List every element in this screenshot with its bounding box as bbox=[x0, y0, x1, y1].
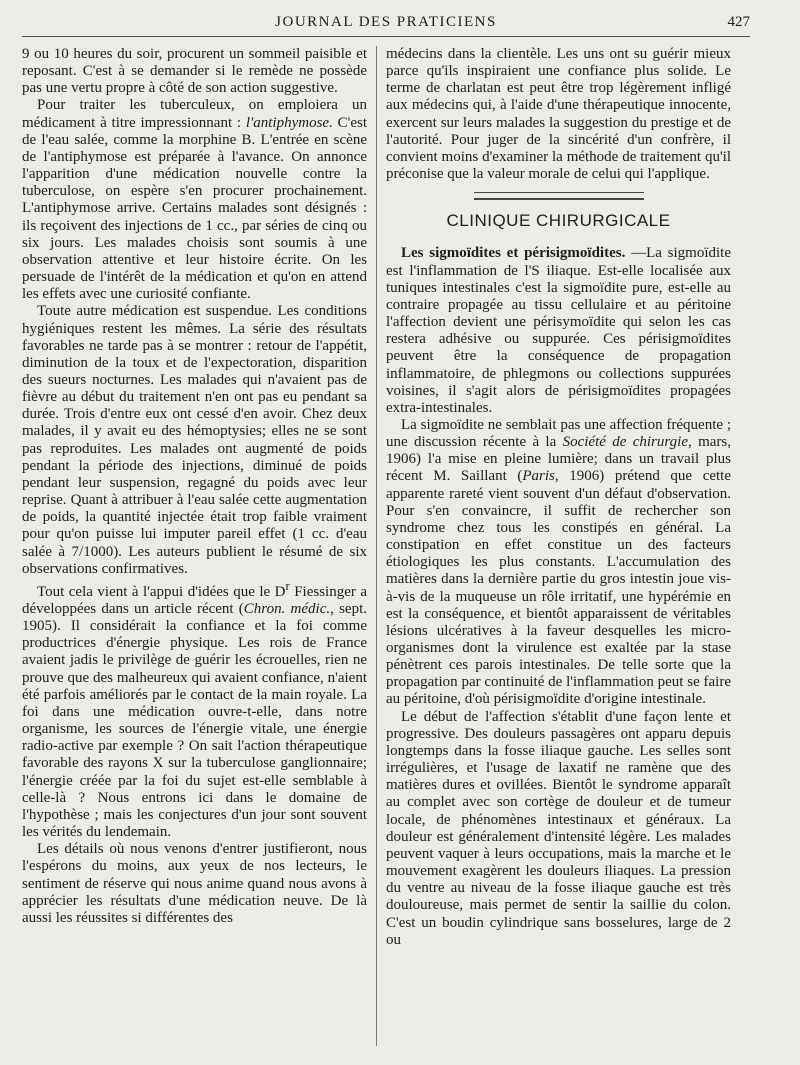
paragraph: Toute autre médication est suspendue. Les conditions hygiéniques restent les mêmes. La série des résultats favorables ne tarde pas à se montrer : retour de l'appétit, diminution de la toux et de l'expectoration, disparition des sueurs nocturnes. Les malades qui n'avaient pas de fièvre au début du traitement n'en ont pas eu pendant sa durée. Trois d'entre eux ont cessé d'en avoir. Chez deux malades, il y avait eu des hémoptysies; elles ne se sont pas reproduites. Les malades ont augmenté de poids pendant la période des injections, diminué de poids pendant leur suspension, regagné du poids avec leur reprise. Quant à attribuer à l'eau salée cette augmentation de poids, la quantité injectée était trop faible vraiment pour qu'on puisse lui imputer pareil effet (1 cc. d'eau salée à 7/1000). Les auteurs publient le résumé de six observations confirmatives. bbox=[22, 303, 367, 577]
left-column bbox=[22, 46, 367, 927]
paragraph-text: , 1906) prétend que cette apparente rareté vient souvent d'un défaut d'observation. Pour s'en convaincre, il suffit de rechercher son syndrome chez tous les constipés en général. La constipation en effet constitue un des facteurs étiologiques les plus constants. L'accumulation des matières dans la dernière partie du gros intestin joue vis-à-vis de la muqueuse un rôle irritatif, une hypérémie en est la conséquence, et bientôt apparaissent de véritables lésions ulcératives à la faveur desquelles les micro-organismes dont la virulence est exaltée par la stase pénètrent ces parois intestinales. De telle sorte que la propagation par continuité de l'inflammation peut se faire au péritoine, d'où périsigmoïdite d'origine intestinale. bbox=[386, 468, 731, 708]
paragraph-text: Fiessinger a développées dans un article récent ( bbox=[22, 583, 368, 617]
journal-citation: Chron. médic. bbox=[243, 601, 331, 617]
city-citation: Paris bbox=[522, 468, 555, 485]
section-title: CLINIQUE CHIRURGICALE bbox=[446, 211, 671, 231]
paragraph-text: , sept. 1905). Il considérait la confiance et la foi comme productrices d'énergie physique. Les rois de France avaient jadis le privilège de guérir les écrouelles, rien ne prouve que des malheureux qui avaient confiance, n'aient été parfois améliorés par le contact de la main royale. La foi dans une médication ouvre-t-elle, dans notre organisme, les sources de l'énergie vitale, une énergie radio-active par exemple ? On sait l'action thérapeutique favorable des rayons X sur la tuberculose ganglionnaire; l'énergie créée par la foi du sujet est-elle semblable à celle-là ? Nous entrons ici dans le domaine de l'hypothèse ; mais les conjectures d'un jour sont souvent les vérités du lendemain. bbox=[22, 601, 367, 841]
society-citation: Société de chirurgie bbox=[562, 434, 688, 451]
column-separator bbox=[376, 46, 377, 1046]
paragraph-text: , mars, 1906) l'a mise en pleine lumière; dans un travail plus récent M. Saillant ( bbox=[386, 434, 731, 485]
paragraph bbox=[386, 417, 731, 709]
paragraph-text: Tout cela vient à l'appui d'idées que le D bbox=[37, 583, 286, 600]
paragraph-text: La sigmoïdite ne semblait pas une affection fréquente ; une discussion récente à la bbox=[386, 416, 731, 451]
paragraph: Le début de l'affection s'établit d'une façon lente et progressive. Des douleurs passagères ont apparu depuis longtemps dans la fosse iliaque gauche. Les selles sont irrégulières, et l'usage de laxatif ne ramène que des matières dures et ovillées. Bientôt le syndrome apparaît au complet avec son cortège de douleur et de tumeur locale, de phénomènes intestinaux et généraux. La douleur est généralement d'intensité légère. Les malades peuvent vaquer à leurs occupations, mais la marche et le mouvement exagèrent les douleurs iliaques. La pression du ventre au niveau de la fosse iliaque gauche est très douloureuse, mais permet de sentir la saillie du colon. C'est un boudin cylindrique sans bosselures, large de 2 ou bbox=[386, 708, 731, 948]
paragraph bbox=[22, 97, 367, 303]
paragraph bbox=[386, 245, 731, 417]
drug-name: l'antiphymose. bbox=[245, 114, 333, 131]
right-column bbox=[386, 46, 731, 949]
paragraph-text: Pour traiter les tuberculeux, on emploiera un médicament à titre impressionnant : bbox=[22, 97, 367, 131]
paragraph: 9 ou 10 heures du soir, procurent un sommeil paisible et reposant. C'est à se demander si le remède ne possède pas une vertu propre à côté de son action suggestive. bbox=[22, 46, 367, 97]
page-number: 427 bbox=[727, 14, 750, 30]
paragraph bbox=[22, 578, 367, 841]
journal-title: JOURNAL DES PRATICIENS bbox=[275, 14, 497, 30]
superscript: r bbox=[285, 578, 290, 593]
page-header bbox=[22, 12, 750, 37]
article-lead-title: Les sigmoïdites et périsigmoïdites. bbox=[401, 245, 626, 262]
section-divider bbox=[474, 192, 644, 200]
paragraph-text: —La sigmoïdite est l'inflammation de l'S iliaque. Est-elle localisée aux tuniques intestinales c'est la sigmoïdite pure, est-elle au contraire propagée au tissu cellulaire et au péritoine l'affection devient une périsymoïdite qui selon les cas restera adhésive ou suppurée. Ces périsigmoïdites peuvent être la conséquence de propagation inflammatoire, de phlegmons ou collections suppurées voisines, il s'agit alors de périsigmoïdites propagées extra-intestinales. bbox=[386, 245, 731, 416]
paragraph: Les détails où nous venons d'entrer justifieront, nous l'espérons du moins, aux yeux de nos lecteurs, le sentiment de réserve qui nous anime quand nous avons à apprécier les résultats d'une médication neuve. De là aussi les réussites si différentes des bbox=[22, 841, 367, 926]
paragraph-text: C'est de l'eau salée, comme la morphine B. L'entrée en scène de l'antiphymose est préparée à l'avance. On annonce l'apparition d'une médication nouvelle contre la tuberculose, on espère s'en procurer prochainement. L'antiphymose arrive. Certains malades sont désignés : ils reçoivent des injections de 1 cc., par séries de cinq ou six jours. Les malades choisis sont soumis à une observation attentive et leur histoire écrite. On les persuade de l'intérêt de la médication et qu'on en attend les effets avec une curiosité confiante. bbox=[22, 114, 368, 303]
paragraph: médecins dans la clientèle. Les uns ont su guérir mieux parce qu'ils inspiraient une confiance plus solide. Le terme de charlatan est peut être trop légèrement infligé aux médecins qui, à l'aide d'une thérapeutique innocente, exercent sur leurs malades la suggestion du prestige et de l'autorité. Pour juger de la sincérité d'un confrère, il convient moins d'examiner la méthode de traitement qu'il préconise que la valeur morale de celui qui l'applique. bbox=[386, 46, 731, 183]
